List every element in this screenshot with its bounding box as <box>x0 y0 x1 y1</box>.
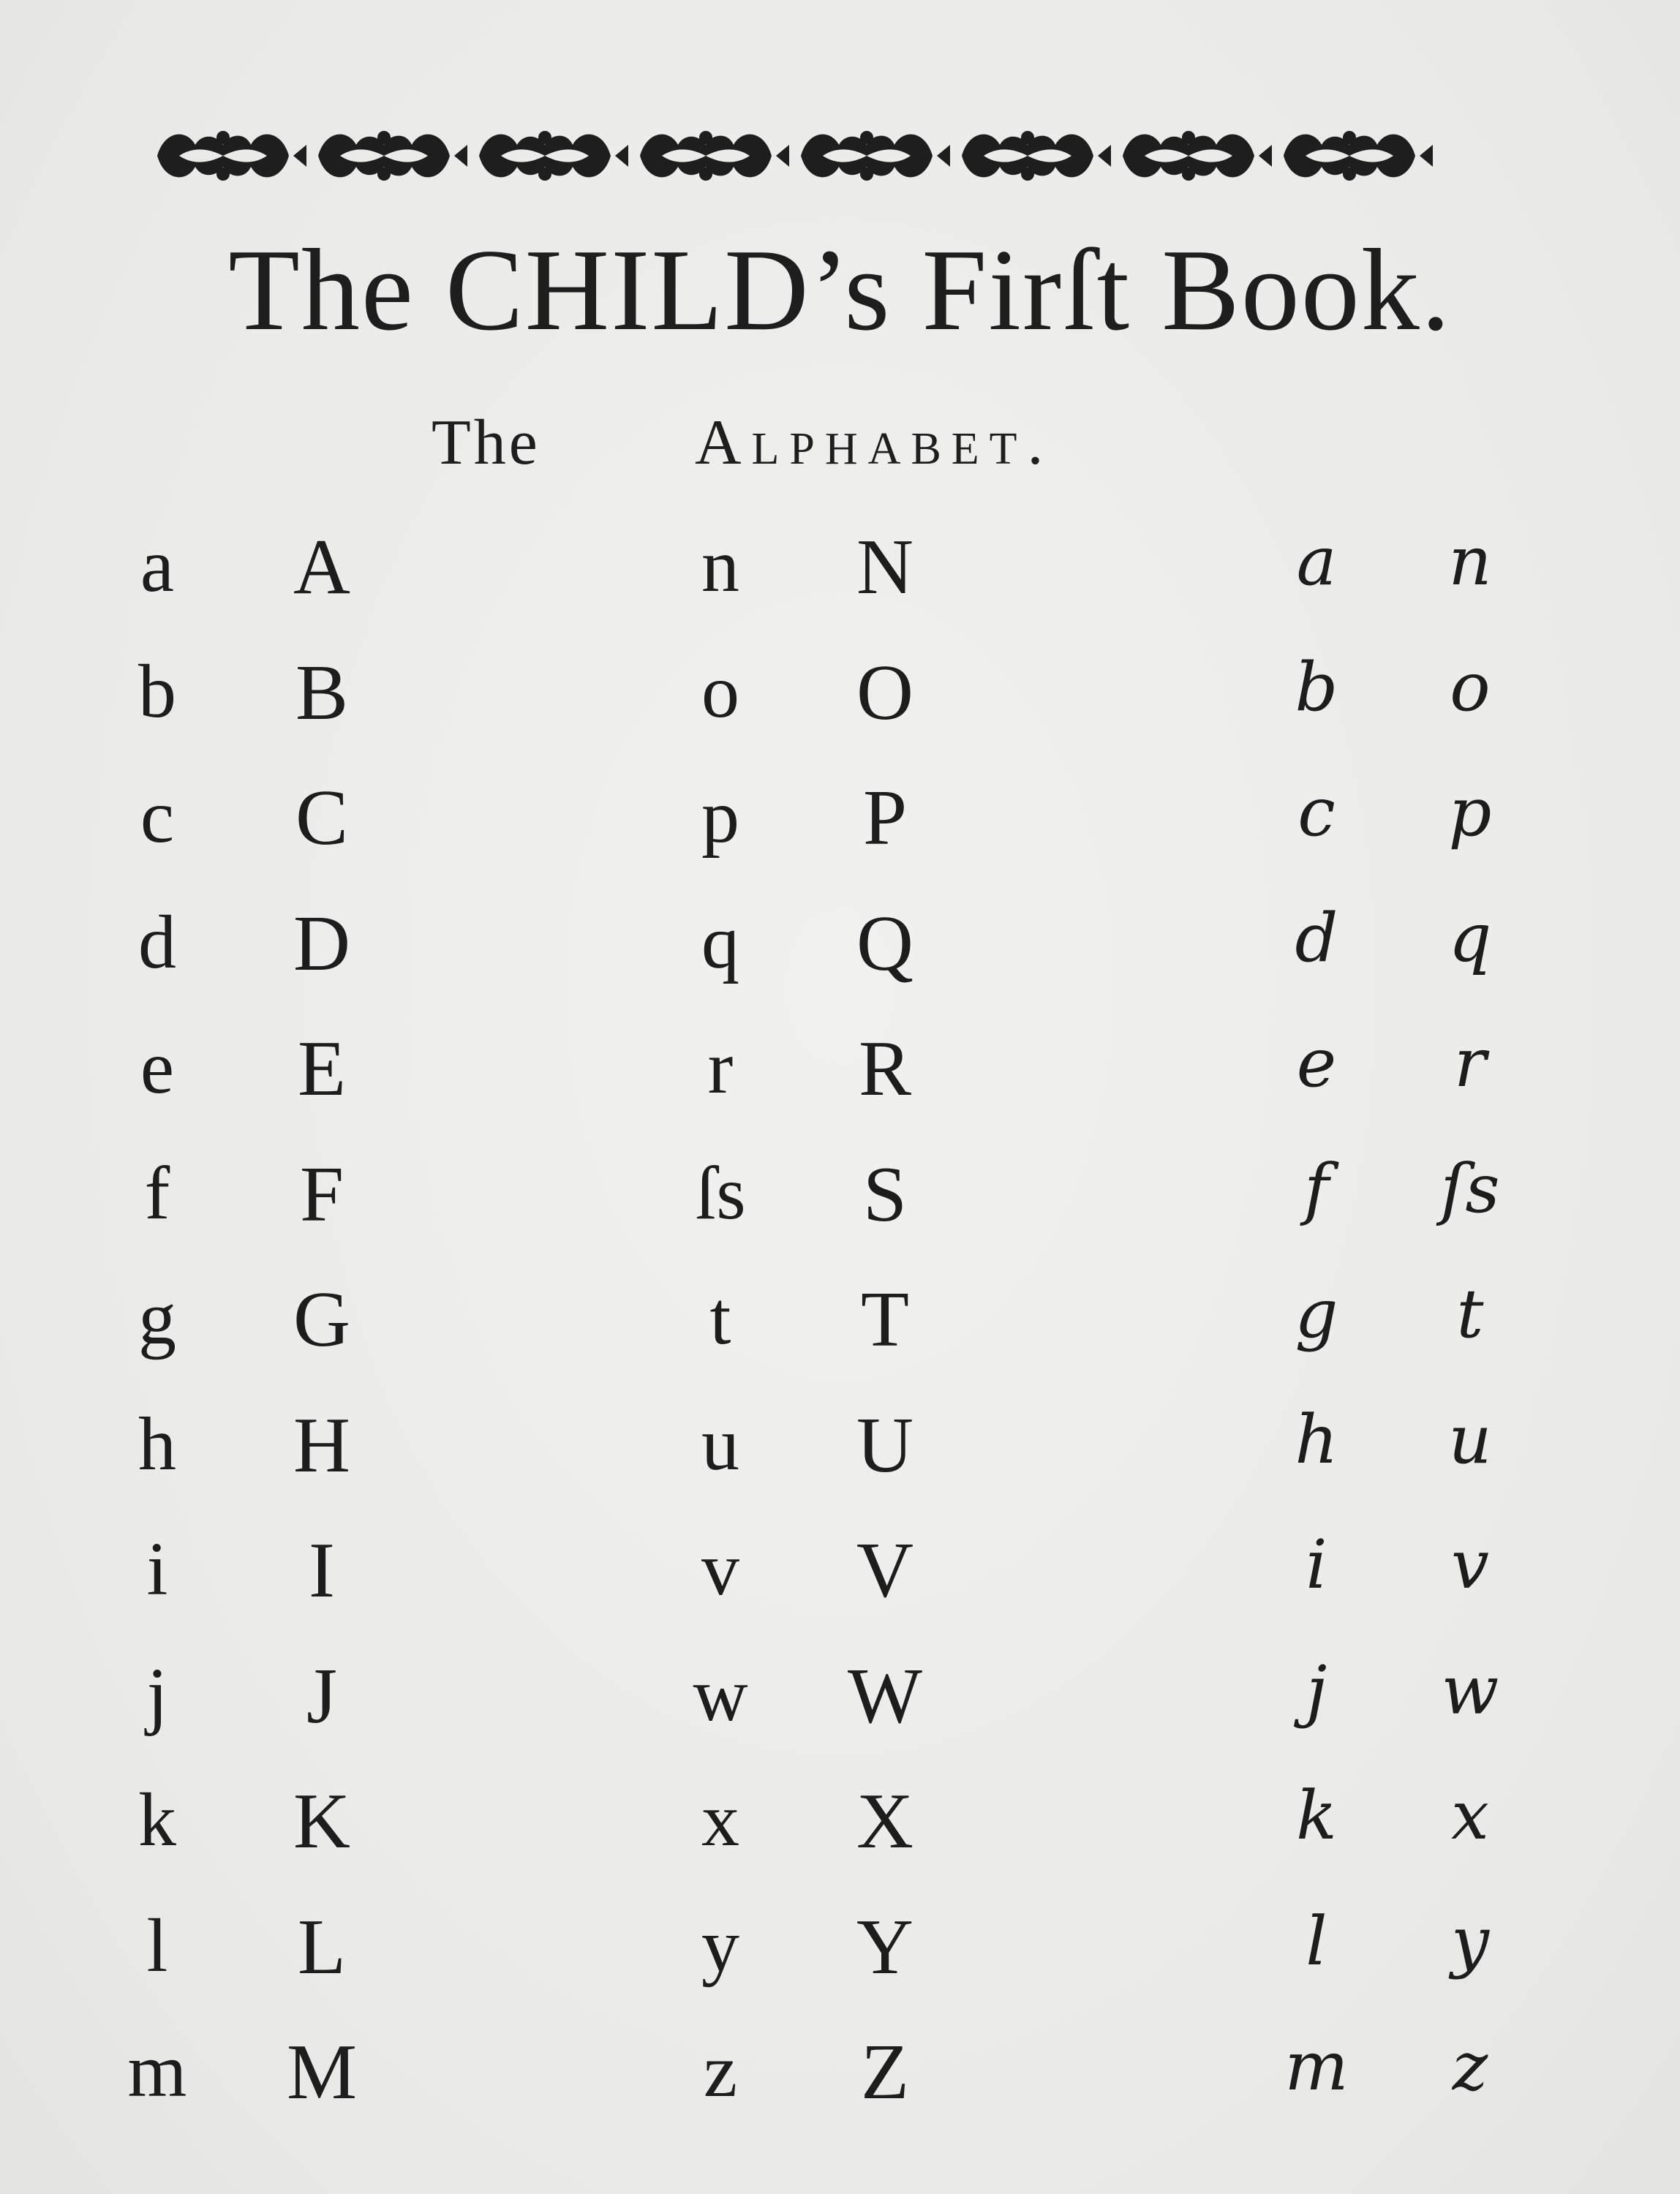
roman-upper-2-letter: O <box>856 649 914 736</box>
roman-upper-1-letter: L <box>298 1903 346 1991</box>
italic-lower-2-letter: n <box>1448 522 1492 600</box>
subtitle-alphabet: Alphabet. <box>695 407 1054 478</box>
roman-upper-2-letter: Y <box>856 1903 914 1991</box>
roman-lower-1-letter: f <box>144 1150 170 1235</box>
roman-upper-2-letter: S <box>862 1150 908 1238</box>
roman-upper-1-letter: M <box>286 2029 358 2116</box>
roman-upper-1-letter: D <box>293 900 350 987</box>
page-title: The CHILD’s Firſt Book. <box>228 225 1452 355</box>
roman-lower-1-letter: l <box>146 1903 168 1988</box>
italic-lower-1-letter: g <box>1295 1275 1338 1353</box>
roman-lower-1-letter: g <box>138 1276 176 1360</box>
roman-lower-2-letter: o <box>701 649 739 734</box>
roman-upper-2-letter: X <box>856 1778 914 1865</box>
roman-lower-1-letter: i <box>146 1527 168 1611</box>
italic-lower-1-letter: h <box>1295 1400 1338 1479</box>
roman-lower-1-letter: b <box>138 649 176 734</box>
italic-lower-1-letter: e <box>1296 1024 1337 1102</box>
roman-upper-1-letter: E <box>298 1025 346 1112</box>
roman-upper-2-letter: W <box>848 1652 922 1740</box>
roman-lower-1-letter: k <box>138 1778 176 1862</box>
italic-lower-2-letter: o <box>1450 647 1491 726</box>
roman-upper-1-letter: K <box>293 1778 350 1865</box>
roman-upper-2-letter: Q <box>856 900 914 987</box>
italic-lower-2-letter: ſs <box>1440 1149 1500 1228</box>
roman-upper-1-letter: B <box>295 649 349 736</box>
roman-lower-1-letter: m <box>127 2029 187 2113</box>
roman-lower-1-letter: d <box>138 900 176 984</box>
roman-lower-2-letter: t <box>709 1276 731 1360</box>
roman-upper-2-letter: Z <box>861 2029 909 2116</box>
roman-lower-1-letter: c <box>140 774 175 859</box>
roman-lower-1-letter: j <box>146 1652 168 1737</box>
italic-lower-2-letter: z <box>1452 2027 1488 2106</box>
italic-lower-1-letter: i <box>1306 1526 1327 1604</box>
italic-lower-1-letter: m <box>1284 2027 1349 2106</box>
roman-lower-2-letter: n <box>701 524 739 608</box>
roman-upper-2-letter: V <box>856 1527 914 1614</box>
italic-lower-2-letter: r <box>1454 1024 1486 1102</box>
italic-lower-1-letter: l <box>1306 1901 1327 1980</box>
roman-upper-2-letter: P <box>862 774 908 862</box>
roman-lower-1-letter: h <box>138 1401 176 1486</box>
italic-lower-2-letter: v <box>1451 1526 1489 1604</box>
roman-lower-2-letter: w <box>693 1652 748 1737</box>
italic-lower-2-letter: p <box>1448 773 1492 851</box>
italic-lower-1-letter: j <box>1306 1651 1327 1730</box>
roman-upper-1-letter: C <box>295 774 349 862</box>
italic-lower-2-letter: w <box>1441 1651 1499 1730</box>
roman-lower-2-letter: u <box>701 1401 739 1486</box>
ornamental-border <box>150 116 1496 196</box>
roman-lower-2-letter: q <box>701 900 739 984</box>
italic-lower-2-letter: t <box>1456 1275 1484 1353</box>
roman-lower-2-letter: ſs <box>695 1150 746 1235</box>
roman-lower-2-letter: v <box>701 1527 739 1611</box>
subtitle-the: The <box>432 407 540 478</box>
roman-upper-1-letter: A <box>293 524 350 611</box>
roman-lower-2-letter: p <box>701 774 739 859</box>
roman-lower-1-letter: a <box>140 524 175 608</box>
roman-upper-2-letter: R <box>858 1025 912 1112</box>
roman-upper-1-letter: J <box>306 1652 338 1740</box>
roman-lower-2-letter: x <box>701 1778 739 1862</box>
italic-lower-1-letter: f <box>1303 1149 1330 1228</box>
italic-lower-1-letter: b <box>1295 647 1338 726</box>
italic-lower-1-letter: k <box>1296 1776 1337 1855</box>
italic-lower-2-letter: x <box>1451 1776 1489 1855</box>
roman-lower-2-letter: z <box>703 2029 738 2113</box>
italic-lower-1-letter: a <box>1296 522 1337 600</box>
roman-lower-1-letter: e <box>140 1025 175 1109</box>
roman-lower-2-letter: r <box>707 1025 734 1109</box>
italic-lower-2-letter: q <box>1448 898 1492 977</box>
subtitle <box>0 406 1680 478</box>
roman-upper-2-letter: T <box>861 1276 909 1363</box>
roman-upper-2-letter: U <box>856 1401 914 1489</box>
roman-upper-1-letter: H <box>293 1401 350 1489</box>
italic-lower-2-letter: y <box>1451 1901 1489 1980</box>
italic-lower-2-letter: u <box>1448 1400 1492 1479</box>
roman-upper-1-letter: I <box>309 1527 335 1614</box>
italic-lower-1-letter: d <box>1295 898 1338 977</box>
italic-lower-1-letter: c <box>1297 773 1336 851</box>
roman-upper-2-letter: N <box>856 524 914 611</box>
roman-lower-2-letter: y <box>701 1903 739 1988</box>
roman-upper-1-letter: G <box>293 1276 350 1363</box>
roman-upper-1-letter: F <box>299 1150 344 1238</box>
